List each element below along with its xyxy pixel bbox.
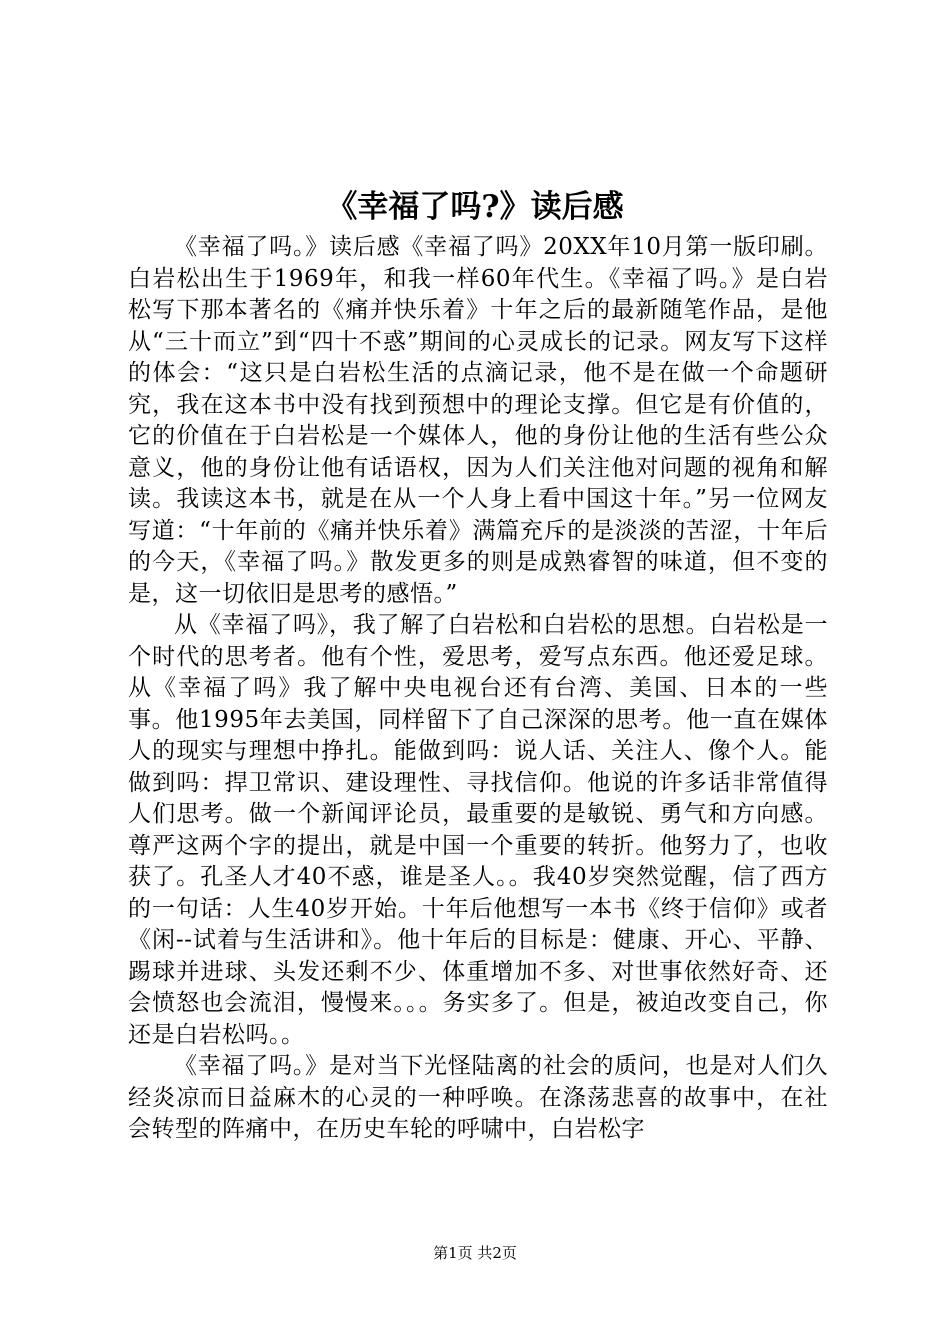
page-footer	[0, 1242, 950, 1264]
document-body	[128, 232, 828, 1146]
paragraph-2: 从《幸福了吗》，我了解了白岩松和白岩松的思想。白岩松是一个时代的思考者。他有个性，爱思考，爱写点东西。他还爱足球。从《幸福了吗》我了解中央电视台还有台湾、美国、日本的一些事。他1995年去美国，同样留下了自己深深的思考。他一直在媒体人的现实与理想中挣扎。能做到吗：说人话、关注人、像个人。能做到吗：捍卫常识、建设理性、寻找信仰。他说的许多话非常值得人们思考。做一个新闻评论员，最重要的是敏锐、勇气和方向感。尊严这两个字的提出，就是中国一个重要的转折。他努力了，也收获了。孔圣人才40不惑，谁是圣人。。我40岁突然觉醒，信了西方的一句话：人生40岁开始。十年后他想写一本书《终于信仰》或者《闲--试着与生活讲和》。他十年后的目标是：健康、开心、平静、踢球并进球、头发还剩不少、体重增加不多、对世事依然好奇、还会愤怒也会流泪，慢慢来。。。务实多了。但是，被迫改变自己，你还是白岩松吗。。	[128, 612, 828, 1048]
document-title: 《幸福了吗?》读后感	[326, 189, 624, 225]
page-number-label: 第1页 共2页	[433, 1244, 517, 1262]
paragraph-3: 《幸福了吗。》是对当下光怪陆离的社会的质问，也是对人们久经炎凉而日益麻木的心灵的一种呼唤。在涤荡悲喜的故事中，在社会转型的阵痛中，在历史车轮的呼啸中，白岩松字	[128, 1053, 828, 1142]
paragraph-1: 《幸福了吗。》读后感《幸福了吗》20XX年10月第一版印刷。白岩松出生于1969年，和我一样60年代生。《幸福了吗。》是白岩松写下那本著名的《痛并快乐着》十年之后的最新随笔作品，是他从“三十而立”到“四十不惑”期间的心灵成长的记录。网友写下这样的体会：“这只是白岩松生活的点滴记录，他不是在做一个命题研究，我在这本书中没有找到预想中的理论支撑。但它是有价值的，它的价值在于白岩松是一个媒体人，他的身份让他的生活有些公众意义，他的身份让他有话语权，因为人们关注他对问题的视角和解读。我读这本书，就是在从一个人身上看中国这十年。”另一位网友写道：“十年前的《痛并快乐着》满篇充斥的是淡淡的苦涩，十年后的今天，《幸福了吗。》散发更多的则是成熟睿智的味道，但不变的是，这一切依旧是思考的感悟。”	[128, 234, 828, 607]
